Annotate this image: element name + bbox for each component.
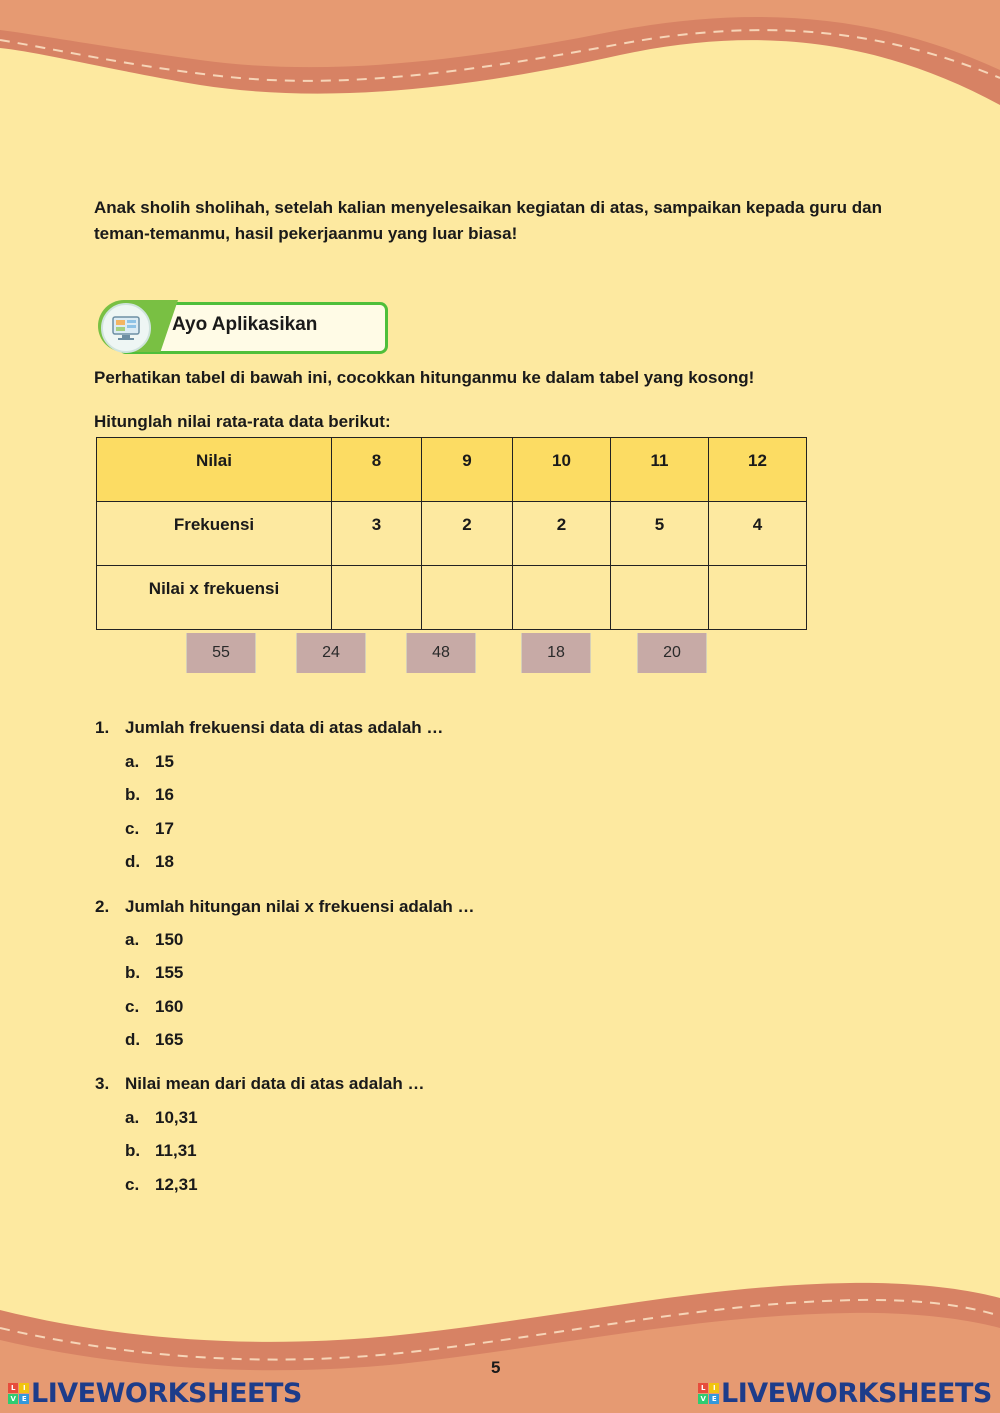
- answer-chip[interactable]: 20: [637, 633, 707, 673]
- value-cell: 10: [513, 438, 611, 502]
- product-drop-cell[interactable]: [513, 566, 611, 630]
- logo-letter: V: [698, 1394, 708, 1404]
- brand-text: LIVEWORKSHEETS: [31, 1378, 302, 1409]
- answer-chip[interactable]: 55: [186, 633, 256, 673]
- table-row-frekuensi: [97, 502, 807, 566]
- option-letter: d.: [125, 852, 141, 871]
- option-letter: d.: [125, 1030, 141, 1049]
- row-label-nilai: Nilai: [97, 438, 332, 502]
- value-cell: 12: [709, 438, 807, 502]
- frequency-cell: 2: [513, 502, 611, 566]
- option-item[interactable]: [125, 997, 183, 1017]
- question-2: [95, 897, 475, 917]
- logo-letter: L: [8, 1383, 18, 1393]
- option-item[interactable]: [125, 1030, 183, 1050]
- table-row-nilai: [97, 438, 807, 502]
- frequency-cell: 2: [422, 502, 513, 566]
- value-cell: 9: [422, 438, 513, 502]
- option-item[interactable]: [125, 930, 183, 950]
- option-text: 12,31: [155, 1175, 198, 1194]
- option-letter: a.: [125, 930, 140, 949]
- answer-chip[interactable]: 24: [296, 633, 366, 673]
- logo-letter: L: [698, 1383, 708, 1393]
- section-title: Ayo Aplikasikan: [172, 314, 318, 335]
- intro-paragraph: Anak sholih sholihah, setelah kalian menyelesaikan kegiatan di atas, sampaikan kepada guru dan teman-temanmu, hasil pekerjaanmu yang luar biasa!: [94, 198, 882, 243]
- option-text: 18: [155, 852, 174, 871]
- option-text: 155: [155, 963, 184, 982]
- value-cell: 8: [332, 438, 422, 502]
- option-letter: c.: [125, 1175, 140, 1194]
- option-item[interactable]: [125, 852, 174, 872]
- question-number: 3.: [95, 1074, 110, 1093]
- product-drop-cell[interactable]: [422, 566, 513, 630]
- option-item[interactable]: [125, 1175, 198, 1195]
- option-letter: c.: [125, 997, 140, 1016]
- logo-letter: V: [8, 1394, 18, 1404]
- question-number: 1.: [95, 718, 110, 737]
- question-text: Nilai mean dari data di atas adalah …: [125, 1074, 425, 1093]
- page-number: 5: [491, 1358, 501, 1377]
- option-letter: a.: [125, 752, 140, 771]
- answer-chip[interactable]: 48: [406, 633, 476, 673]
- option-text: 150: [155, 930, 184, 949]
- option-item[interactable]: [125, 785, 174, 805]
- product-drop-cell[interactable]: [709, 566, 807, 630]
- option-text: 10,31: [155, 1108, 198, 1127]
- table-row-product: [97, 566, 807, 630]
- option-text: 15: [155, 752, 174, 771]
- option-text: 11,31: [155, 1141, 197, 1160]
- top-wave-decoration: [0, 0, 1000, 110]
- option-text: 160: [155, 997, 184, 1016]
- option-letter: b.: [125, 963, 141, 982]
- option-letter: a.: [125, 1108, 140, 1127]
- brand-text: LIVEWORKSHEETS: [721, 1378, 992, 1409]
- question-text: Jumlah frekuensi data di atas adalah …: [125, 718, 444, 737]
- computer-screen-icon: [101, 303, 151, 353]
- question-number: 2.: [95, 897, 110, 916]
- product-drop-cell[interactable]: [611, 566, 709, 630]
- answer-chip[interactable]: 18: [521, 633, 591, 673]
- option-item[interactable]: [125, 752, 174, 772]
- task-text: Hitunglah nilai rata-rata data berikut:: [94, 412, 391, 431]
- option-item[interactable]: [125, 963, 183, 983]
- logo-letter: I: [19, 1383, 29, 1393]
- product-drop-cell[interactable]: [332, 566, 422, 630]
- question-1: [95, 718, 443, 738]
- option-text: 16: [155, 785, 174, 804]
- logo-letter: E: [19, 1394, 29, 1404]
- row-label-frekuensi: Frekuensi: [97, 502, 332, 566]
- question-text: Jumlah hitungan nilai x frekuensi adalah …: [125, 897, 475, 916]
- option-item[interactable]: [125, 819, 174, 839]
- frequency-cell: 4: [709, 502, 807, 566]
- row-label-product: Nilai x frekuensi: [97, 566, 332, 630]
- data-table: [96, 437, 807, 630]
- instruction-text: Perhatikan tabel di bawah ini, cocokkan hitunganmu ke dalam tabel yang kosong!: [94, 368, 755, 387]
- logo-letter: E: [709, 1394, 719, 1404]
- option-text: 165: [155, 1030, 184, 1049]
- frequency-cell: 3: [332, 502, 422, 566]
- liveworksheets-logo: [698, 1378, 992, 1409]
- option-text: 17: [155, 819, 174, 838]
- frequency-cell: 5: [611, 502, 709, 566]
- option-item[interactable]: [125, 1141, 197, 1161]
- option-letter: b.: [125, 785, 141, 804]
- liveworksheets-logo-icon: [698, 1383, 719, 1404]
- option-letter: c.: [125, 819, 140, 838]
- value-cell: 11: [611, 438, 709, 502]
- logo-letter: I: [709, 1383, 719, 1393]
- liveworksheets-logo: [8, 1378, 302, 1409]
- liveworksheets-logo-icon: [8, 1383, 29, 1404]
- option-item[interactable]: [125, 1108, 198, 1128]
- section-badge: [98, 300, 384, 352]
- option-letter: b.: [125, 1141, 141, 1160]
- question-3: [95, 1074, 425, 1094]
